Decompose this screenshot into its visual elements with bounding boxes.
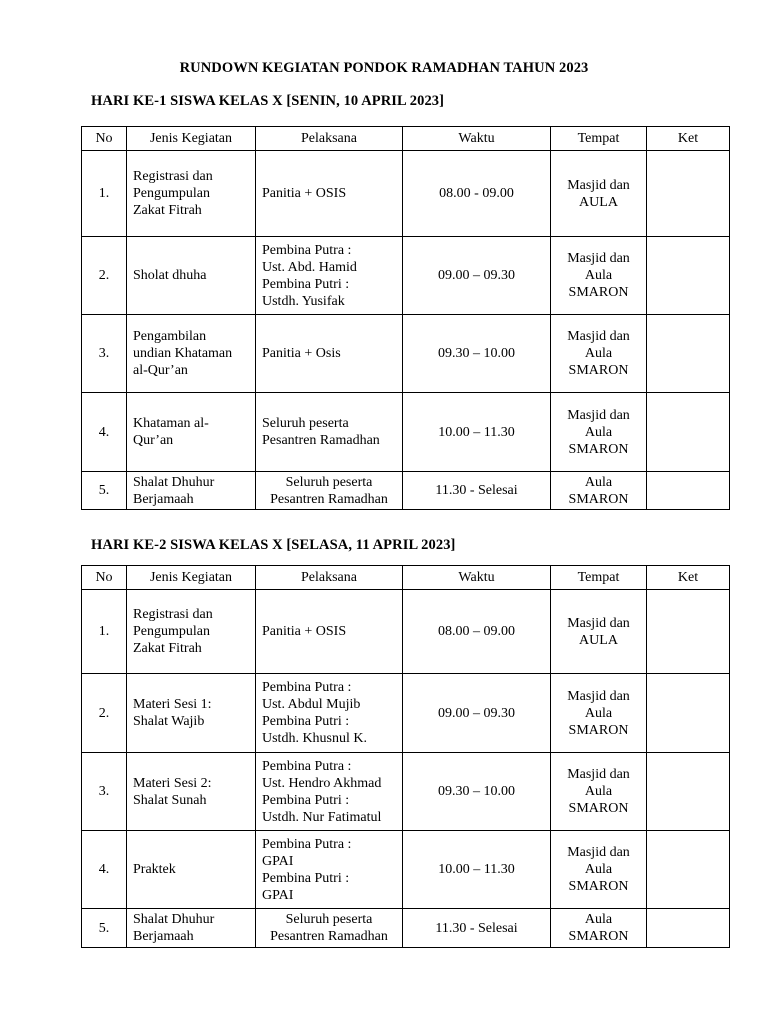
column-header-ket: Ket (647, 566, 730, 590)
cell-ket (647, 315, 730, 393)
cell-pelaksana: Pembina Putra : Ust. Abd. Hamid Pembina Putri : Ustdh. Yusifak (256, 237, 403, 315)
cell-kegiatan: Materi Sesi 1: Shalat Wajib (127, 674, 256, 753)
cell-pelaksana: Panitia + OSIS (256, 590, 403, 674)
column-header-tempat: Tempat (551, 566, 647, 590)
document-title: RUNDOWN KEGIATAN PONDOK RAMADHAN TAHUN 2023 (179, 60, 589, 76)
column-header-no: No (82, 127, 127, 151)
cell-ket (647, 753, 730, 831)
cell-tempat: Masjid dan AULA (551, 590, 647, 674)
cell-waktu: 09.00 – 09.30 (403, 237, 551, 315)
cell-waktu: 11.30 - Selesai (403, 909, 551, 948)
column-header-jenis-kegiatan: Jenis Kegiatan (127, 127, 256, 151)
cell-kegiatan: Registrasi dan Pengumpulan Zakat Fitrah (127, 151, 256, 237)
cell-no: 4. (82, 393, 127, 472)
cell-ket (647, 590, 730, 674)
table-row (82, 472, 730, 510)
cell-ket (647, 674, 730, 753)
day-2-heading: HARI KE-2 SISWA KELAS X [SELASA, 11 APRIL 2023] (91, 537, 456, 553)
day-2-schedule-table (81, 565, 730, 948)
cell-kegiatan: Materi Sesi 2: Shalat Sunah (127, 753, 256, 831)
table-row (82, 909, 730, 948)
cell-waktu: 11.30 - Selesai (403, 472, 551, 510)
cell-pelaksana: Seluruh peserta Pesantren Ramadhan (256, 909, 403, 948)
cell-waktu: 08.00 - 09.00 (403, 151, 551, 237)
cell-tempat: Aula SMARON (551, 909, 647, 948)
cell-kegiatan: Praktek (127, 831, 256, 909)
cell-tempat: Masjid dan Aula SMARON (551, 315, 647, 393)
cell-tempat: Masjid dan Aula SMARON (551, 393, 647, 472)
cell-waktu: 09.00 – 09.30 (403, 674, 551, 753)
table-row (82, 393, 730, 472)
cell-no: 2. (82, 674, 127, 753)
table-row (82, 831, 730, 909)
day-1-schedule-table (81, 126, 730, 510)
table-header-row (82, 127, 730, 151)
column-header-pelaksana: Pelaksana (256, 127, 403, 151)
cell-ket (647, 909, 730, 948)
cell-waktu: 09.30 – 10.00 (403, 753, 551, 831)
cell-ket (647, 151, 730, 237)
cell-ket (647, 831, 730, 909)
column-header-ket: Ket (647, 127, 730, 151)
cell-waktu: 09.30 – 10.00 (403, 315, 551, 393)
day-1-heading: HARI KE-1 SISWA KELAS X [SENIN, 10 APRIL 2023] (91, 93, 445, 109)
cell-tempat: Masjid dan AULA (551, 151, 647, 237)
cell-kegiatan: Registrasi dan Pengumpulan Zakat Fitrah (127, 590, 256, 674)
table-row (82, 753, 730, 831)
column-header-no: No (82, 566, 127, 590)
cell-tempat: Masjid dan Aula SMARON (551, 237, 647, 315)
cell-tempat: Masjid dan Aula SMARON (551, 674, 647, 753)
column-header-waktu: Waktu (403, 127, 551, 151)
table-row (82, 590, 730, 674)
column-header-jenis-kegiatan: Jenis Kegiatan (127, 566, 256, 590)
cell-no: 2. (82, 237, 127, 315)
cell-no: 3. (82, 315, 127, 393)
cell-no: 1. (82, 590, 127, 674)
cell-tempat: Masjid dan Aula SMARON (551, 831, 647, 909)
cell-kegiatan: Shalat Dhuhur Berjamaah (127, 472, 256, 510)
cell-no: 4. (82, 831, 127, 909)
table-header-row (82, 566, 730, 590)
cell-ket (647, 237, 730, 315)
cell-kegiatan: Shalat Dhuhur Berjamaah (127, 909, 256, 948)
cell-ket (647, 393, 730, 472)
cell-tempat: Aula SMARON (551, 472, 647, 510)
cell-waktu: 10.00 – 11.30 (403, 831, 551, 909)
cell-waktu: 08.00 – 09.00 (403, 590, 551, 674)
cell-ket (647, 472, 730, 510)
cell-kegiatan: Sholat dhuha (127, 237, 256, 315)
cell-waktu: 10.00 – 11.30 (403, 393, 551, 472)
cell-pelaksana: Pembina Putra : Ust. Abdul Mujib Pembina Putri : Ustdh. Khusnul K. (256, 674, 403, 753)
cell-no: 3. (82, 753, 127, 831)
cell-pelaksana: Seluruh peserta Pesantren Ramadhan (256, 472, 403, 510)
cell-pelaksana: Panitia + OSIS (256, 151, 403, 237)
cell-pelaksana: Seluruh peserta Pesantren Ramadhan (256, 393, 403, 472)
table-row (82, 674, 730, 753)
cell-no: 5. (82, 472, 127, 510)
cell-kegiatan: Pengambilan undian Khataman al-Qur’an (127, 315, 256, 393)
column-header-tempat: Tempat (551, 127, 647, 151)
cell-pelaksana: Pembina Putra : Ust. Hendro Akhmad Pembina Putri : Ustdh. Nur Fatimatul (256, 753, 403, 831)
table-row (82, 315, 730, 393)
table-row (82, 151, 730, 237)
column-header-pelaksana: Pelaksana (256, 566, 403, 590)
cell-no: 5. (82, 909, 127, 948)
column-header-waktu: Waktu (403, 566, 551, 590)
cell-tempat: Masjid dan Aula SMARON (551, 753, 647, 831)
cell-pelaksana: Pembina Putra : GPAI Pembina Putri : GPAI (256, 831, 403, 909)
cell-pelaksana: Panitia + Osis (256, 315, 403, 393)
cell-no: 1. (82, 151, 127, 237)
cell-kegiatan: Khataman al- Qur’an (127, 393, 256, 472)
table-row (82, 237, 730, 315)
